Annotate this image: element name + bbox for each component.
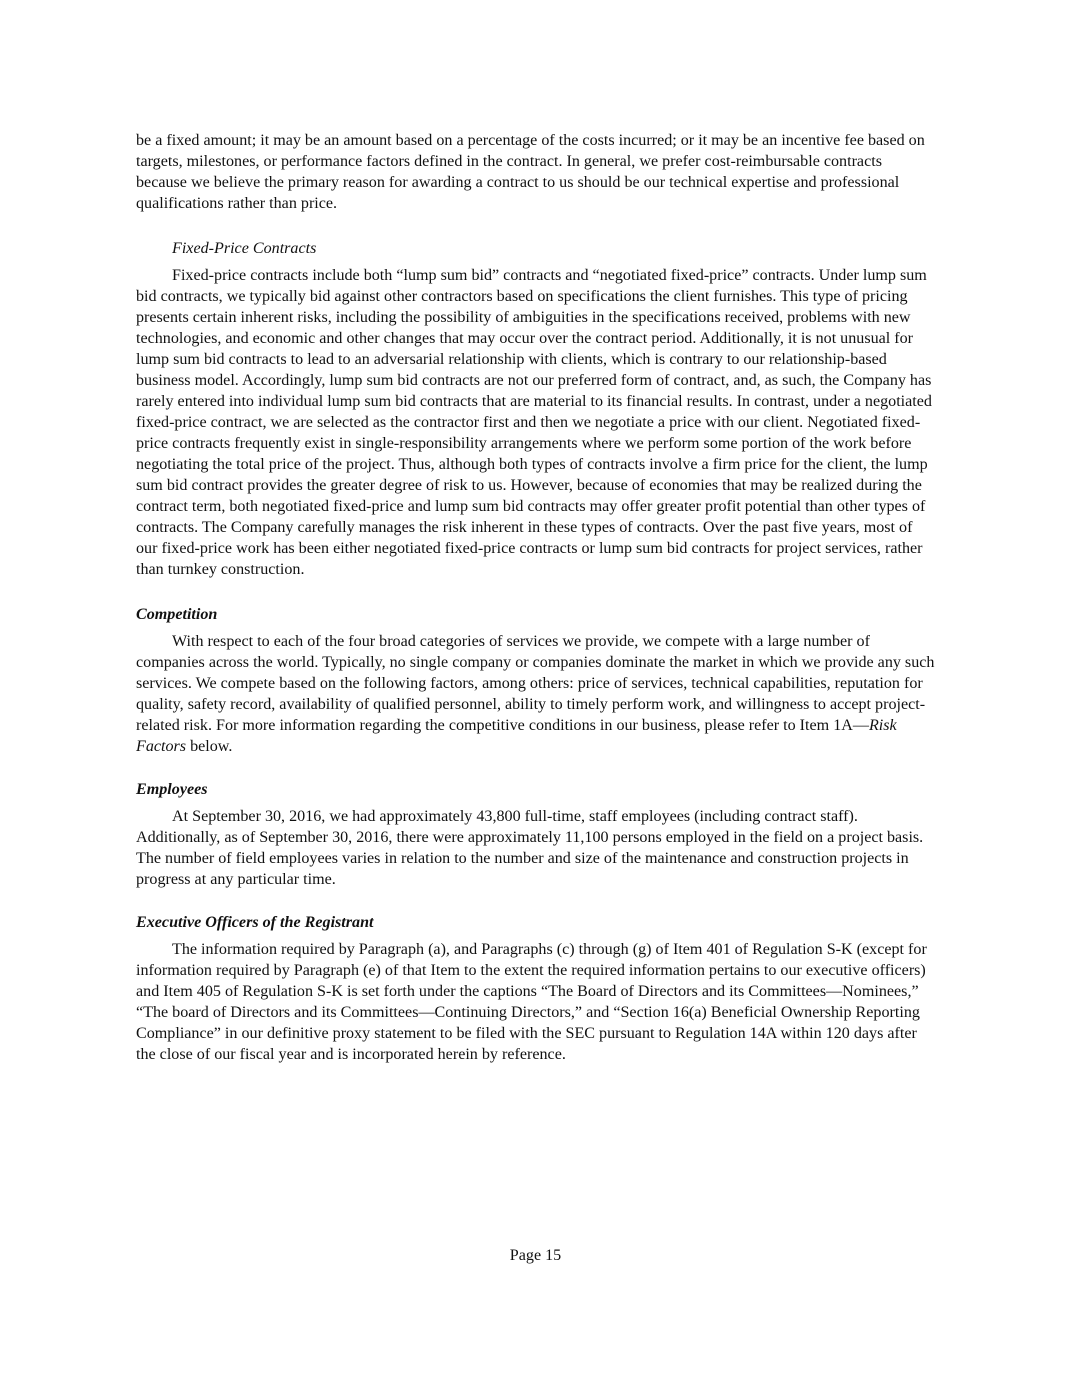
fixed-price-contracts-paragraph: Fixed-price contracts include both “lump sum bid” contracts and “negotiated fixed-price” contracts. Under lump sum bid contracts, we typically bid against other contractors based on specifications the client furnishes. This type of pricing presents certain inherent risks, including the possibility of ambiguities in the specifications received, problems with new technologies, and economic and other changes that may occur over the contract period. Additionally, it is not unusual for lump sum bid contracts to lead to an adversarial relationship with clients, which is contrary to our relationship-based business model. Accordingly, lump sum bid contracts are not our preferred form of contract, and, as such, the Company has rarely entered into individual lump sum bid contracts that are material to its financial results. In contrast, under a negotiated fixed-price contract, we are selected as the contractor first and then we negotiate a price with our client. Negotiated fixed-price contracts frequently exist in single-responsibility arrangements where we perform some portion of the work before negotiating the total price of the project. Thus, although both types of contracts involve a firm price for the client, the lump sum bid contract provides the greater degree of risk to us. However, because of economies that may be realized during the contract term, both negotiated fixed-price and lump sum bid contracts may offer greater profit potential than other types of contracts. The Company carefully manages the risk inherent in these types of contracts. Over the past five years, most of our fixed-price work has been either negotiated fixed-price contracts or lump sum bid contracts for project services, rather than turnkey construction.: [136, 267, 932, 578]
employees-heading: Employees: [136, 781, 208, 798]
executive-officers-paragraph: The information required by Paragraph (a), and Paragraphs (c) through (g) of Item 401 of Regulation S-K (except for information required by Paragraph (e) of that Item to the extent the required information pertains to our executive officers) and Item 405 of Regulation S-K is set forth under the captions “The Board of Directors and its Committees—Nominees,” “The board of Directors and its Committees—Continuing Directors,” and “Section 16(a) Beneficial Ownership Reporting Compliance” in our definitive proxy statement to be filed with the SEC pursuant to Regulation 14A within 120 days after the close of our fiscal year and is incorporated herein by reference.: [136, 941, 927, 1063]
executive-officers-heading: Executive Officers of the Registrant: [136, 914, 374, 931]
competition-paragraph-tail: below.: [186, 738, 233, 755]
page-number: Page 15: [509, 1247, 562, 1264]
fixed-price-contracts-subheading: Fixed-Price Contracts: [172, 240, 317, 257]
employees-paragraph: At September 30, 2016, we had approximately 43,800 full-time, staff employees (including contract staff). Additionally, as of September 30, 2016, there were approximately 11,100 persons employed in the field on a project basis. The number of field employees varies in relation to the number and size of the maintenance and construction projects in progress at any particular time.: [136, 808, 924, 888]
page-content: [136, 130, 936, 1065]
competition-paragraph: [136, 631, 936, 757]
intro-paragraph: be a fixed amount; it may be an amount based on a percentage of the costs incurred; or it may be an incentive fee based on targets, milestones, or performance factors defined in the contract. In general, we prefer cost-reimbursable contracts because we believe the primary reason for awarding a contract to us should be our technical expertise and professional qualifications rather than price.: [136, 132, 925, 212]
competition-heading: Competition: [136, 606, 218, 623]
competition-paragraph-text: With respect to each of the four broad categories of services we provide, we compete with a large number of companies across the world. Typically, no single company or companies dominate the market in which we provide any such services. We compete based on the following factors, among others: price of services, technical capabilities, reputation for quality, safety record, availability of qualified personnel, ability to timely perform work, and willingness to accept project-related risk. For more information regarding the competitive conditions in our business, please refer to Item 1A—: [136, 633, 935, 734]
risk-factors-reference: Risk Factors: [136, 717, 897, 755]
